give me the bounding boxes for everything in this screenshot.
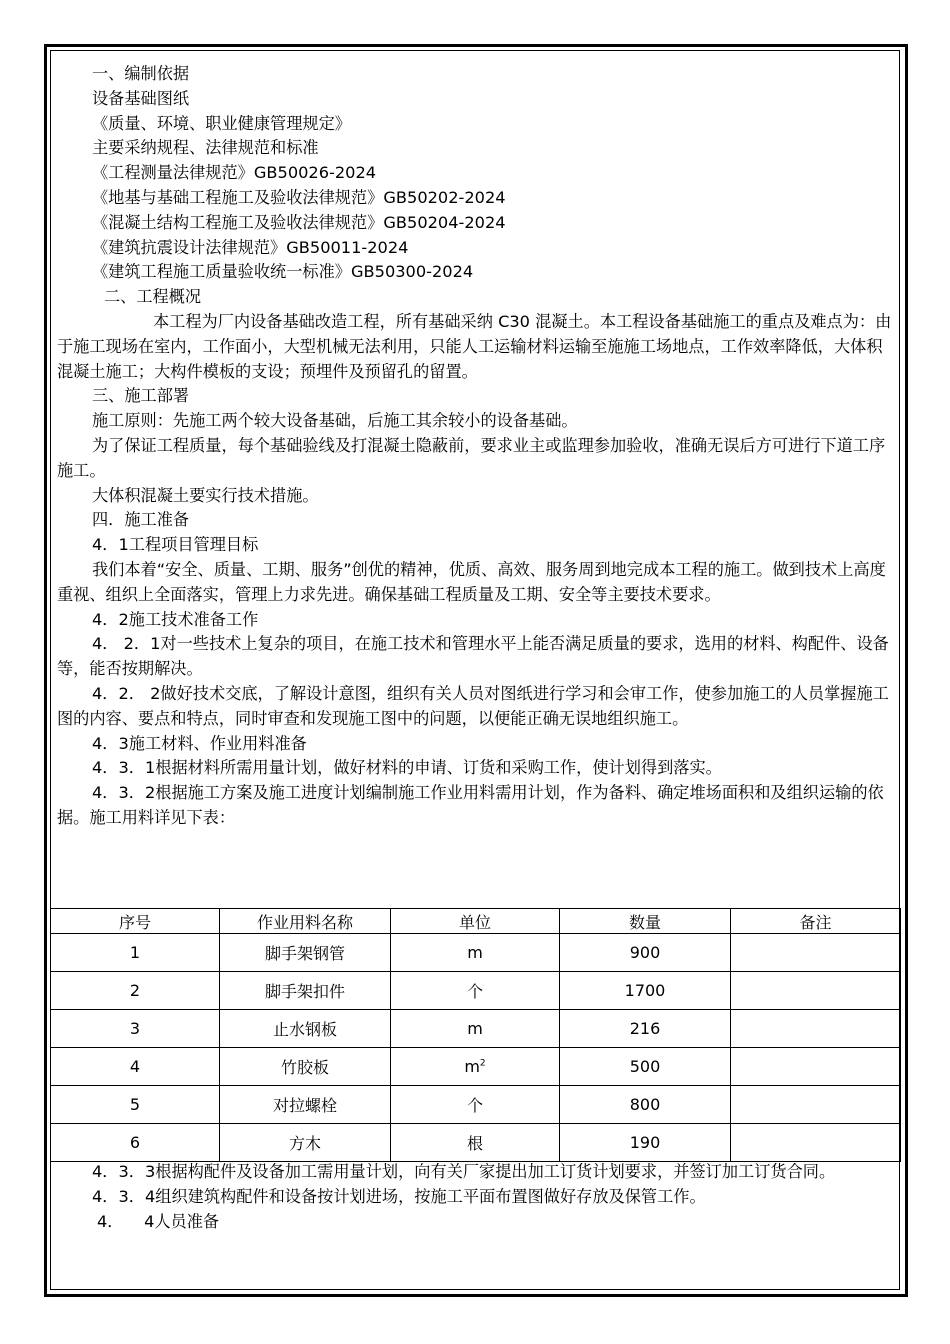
- section-3-heading: 三、施工部署: [92, 386, 190, 406]
- basis-item: 《质量、环境、职业健康管理规定》: [92, 113, 351, 133]
- basis-item: 《工程测量法律规范》GB50026-2024: [92, 163, 377, 183]
- table-row: [51, 972, 901, 1010]
- subsection-text: 4．3．2根据施工方案及施工进度计划编制施工作业用料需用计划，作为备料、确定堆场面积和及组织运输的依据。施工用料详见下表：: [57, 783, 884, 827]
- subsection-heading: 4．2施工技术准备工作: [92, 609, 259, 629]
- document-body: [57, 62, 895, 831]
- table-row: [51, 934, 901, 972]
- header-quantity: 数量: [560, 909, 731, 934]
- cell-quantity: 500: [560, 1048, 731, 1086]
- cell-name: 止水钢板: [220, 1010, 391, 1048]
- document-body-continued: [57, 1160, 895, 1234]
- cell-index: 5: [51, 1086, 220, 1124]
- table-row: [51, 1086, 901, 1124]
- subsection-heading: 4．3施工材料、作业用料准备: [92, 733, 307, 753]
- materials-table-wrap: [50, 908, 900, 1162]
- cell-remark: [731, 1124, 901, 1162]
- subsection-heading: 4． 4人员准备: [97, 1211, 220, 1231]
- subsection-heading: 4．1工程项目管理目标: [92, 535, 259, 555]
- subsection-text: 4．3．3根据构配件及设备加工需用量计划，向有关厂家提出加工订货计划要求，并签订加工订货合同。: [92, 1162, 836, 1181]
- cell-quantity: 216: [560, 1010, 731, 1048]
- cell-name: 竹胶板: [220, 1048, 391, 1086]
- cell-index: 6: [51, 1124, 220, 1162]
- cell-index: 1: [51, 934, 220, 972]
- unit-text: m: [464, 1057, 480, 1076]
- cell-quantity: 1700: [560, 972, 731, 1010]
- cell-index: 3: [51, 1010, 220, 1048]
- subsection-text: 4．2． 2做好技术交底，了解设计意图，组织有关人员对图纸进行学习和会审工作，使参加施工的人员掌握施工图的内容、要点和特点，同时审查和发现施工图中的问题，以便能正确无误地组织施工。: [57, 683, 889, 728]
- cell-index: 4: [51, 1048, 220, 1086]
- basis-item: 《建筑工程施工质量验收统一标准》GB50300-2024: [92, 262, 474, 282]
- materials-table: [50, 908, 901, 1162]
- header-name: 作业用料名称: [220, 909, 391, 934]
- section-1-heading: 一、编制依据: [92, 64, 190, 83]
- subsection-text: 我们本着“安全、质量、工期、服务”创优的精神，优质、高效、服务周到地完成本工程的施工。做到技术上高度重视、组织上全面落实，管理上力求先进。确保基础工程质量及工期、安全等主要技术要求。: [57, 559, 886, 604]
- cell-name: 脚手架扣件: [220, 972, 391, 1010]
- header-remark: 备注: [731, 909, 901, 934]
- cell-quantity: 900: [560, 934, 731, 972]
- section-2-heading: 二、工程概况: [104, 287, 202, 307]
- unit-superscript: 2: [479, 1058, 486, 1069]
- cell-unit: m: [391, 1010, 560, 1048]
- cell-remark: [731, 934, 901, 972]
- table-row: [51, 1010, 901, 1048]
- header-unit: 单位: [391, 909, 560, 934]
- cell-name: 脚手架钢管: [220, 934, 391, 972]
- section-3-para: 大体积混凝土要实行技术措施。: [92, 485, 319, 505]
- cell-remark: [731, 972, 901, 1010]
- table-header-row: [51, 909, 901, 934]
- section-3-para: 施工原则：先施工两个较大设备基础，后施工其余较小的设备基础。: [92, 411, 578, 431]
- table-row: [51, 1124, 901, 1162]
- cell-index: 2: [51, 972, 220, 1010]
- basis-item: 设备基础图纸: [92, 88, 190, 108]
- cell-name: 方木: [220, 1124, 391, 1162]
- cell-unit: 个: [391, 972, 560, 1010]
- section-4-heading: 四．施工准备: [92, 510, 190, 530]
- basis-item: 《混凝土结构工程施工及验收法律规范》GB50204-2024: [92, 212, 506, 232]
- cell-unit: 根: [391, 1124, 560, 1162]
- cell-remark: [731, 1086, 901, 1124]
- cell-remark: [731, 1048, 901, 1086]
- table-row: [51, 1048, 901, 1086]
- cell-quantity: 190: [560, 1124, 731, 1162]
- subsection-text: 4．3．1根据材料所需用量计划，做好材料的申请、订货和采购工作，使计划得到落实。: [92, 758, 722, 778]
- basis-item: 《建筑抗震设计法律规范》GB50011-2024: [92, 237, 409, 257]
- cell-quantity: 800: [560, 1086, 731, 1124]
- basis-item: 主要采纳规程、法律规范和标准: [92, 138, 319, 158]
- cell-unit: m: [391, 934, 560, 972]
- basis-item: 《地基与基础工程施工及验收法律规范》GB50202-2024: [92, 187, 506, 207]
- section-3-para: 为了保证工程质量，每个基础验线及打混凝土隐蔽前，要求业主或监理参加验收，准确无误后方可进行下道工序施工。: [57, 435, 886, 480]
- section-2-text: 本工程为厂内设备基础改造工程，所有基础采纳 C30 混凝土。本工程设备基础施工的重点及难点为：由于施工现场在室内，工作面小，大型机械无法利用，只能人工运输材料运输至施施工场地点，工作效率降低，大体积混凝土施工；大构件模板的支设；预埋件及预留孔的留置。: [57, 311, 892, 381]
- header-index: 序号: [51, 909, 220, 934]
- cell-name: 对拉螺栓: [220, 1086, 391, 1124]
- cell-unit: 个: [391, 1086, 560, 1124]
- cell-unit: [391, 1048, 560, 1086]
- cell-remark: [731, 1010, 901, 1048]
- subsection-text: 4．3．4组织建筑构配件和设备按计划进场，按施工平面布置图做好存放及保管工作。: [92, 1186, 706, 1206]
- subsection-text: 4． 2．1对一些技术上复杂的项目，在施工技术和管理水平上能否满足质量的要求，选用的材料、构配件、设备等，能否按期解决。: [57, 634, 889, 679]
